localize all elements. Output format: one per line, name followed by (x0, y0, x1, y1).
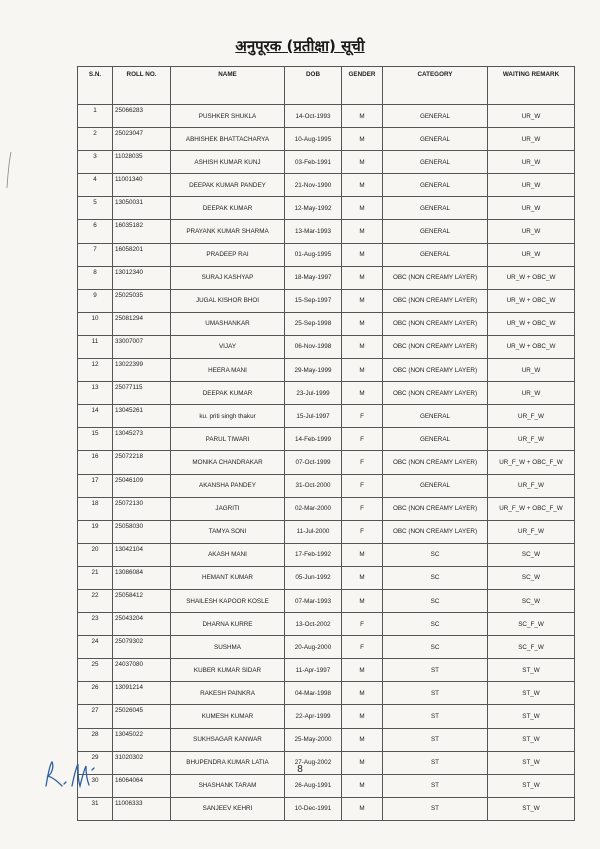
cell-sn: 13 (78, 382, 113, 405)
cell-dob: 05-Jun-1992 (285, 566, 342, 589)
cell-category: GENERAL (383, 428, 488, 451)
table-row (78, 197, 575, 220)
cell-roll-no: 31020302 (113, 751, 171, 774)
cell-category: OBC (NON CREAMY LAYER) (383, 359, 488, 382)
cell-gender: M (342, 289, 383, 312)
cell-roll-no: 25023047 (113, 128, 171, 151)
table-body (78, 105, 575, 821)
table-row (78, 220, 575, 243)
cell-gender: M (342, 128, 383, 151)
cell-dob: 31-Oct-2000 (285, 474, 342, 497)
cell-category: SC (383, 613, 488, 636)
cell-sn: 10 (78, 312, 113, 335)
cell-category: SC (383, 636, 488, 659)
table-row (78, 797, 575, 820)
cell-waiting-remark: UR_W (488, 105, 575, 128)
table-header-row (78, 67, 575, 105)
cell-roll-no: 25058030 (113, 520, 171, 543)
cell-dob: 07-Oct-1999 (285, 451, 342, 474)
cell-gender: M (342, 774, 383, 797)
cell-category: OBC (NON CREAMY LAYER) (383, 312, 488, 335)
cell-waiting-remark: UR_W + OBC_W (488, 289, 575, 312)
cell-waiting-remark: SC_F_W (488, 636, 575, 659)
cell-roll-no: 25072218 (113, 451, 171, 474)
cell-roll-no: 16035182 (113, 220, 171, 243)
cell-category: OBC (NON CREAMY LAYER) (383, 497, 488, 520)
cell-dob: 18-May-1997 (285, 266, 342, 289)
cell-roll-no: 25072130 (113, 497, 171, 520)
cell-waiting-remark: ST_W (488, 682, 575, 705)
cell-name: RAKESH PAINKRA (171, 682, 285, 705)
cell-name: DHARNA KURRE (171, 613, 285, 636)
cell-dob: 02-Mar-2000 (285, 497, 342, 520)
cell-roll-no: 11028035 (113, 151, 171, 174)
table-row (78, 312, 575, 335)
page-title: अनुपूरक (प्रतीक्षा) सूची (235, 37, 365, 55)
cell-category: GENERAL (383, 474, 488, 497)
cell-gender: M (342, 566, 383, 589)
cell-sn: 21 (78, 566, 113, 589)
cell-gender: F (342, 405, 383, 428)
table-row (78, 774, 575, 797)
cell-dob: 21-Nov-1990 (285, 174, 342, 197)
cell-name: VIJAY (171, 335, 285, 358)
cell-roll-no: 11006333 (113, 797, 171, 820)
cell-dob: 26-Aug-1991 (285, 774, 342, 797)
cell-dob: 04-Mar-1998 (285, 682, 342, 705)
cell-waiting-remark: UR_W (488, 128, 575, 151)
cell-dob: 20-Aug-2000 (285, 636, 342, 659)
cell-category: ST (383, 705, 488, 728)
cell-sn: 11 (78, 335, 113, 358)
cell-waiting-remark: UR_F_W (488, 405, 575, 428)
cell-roll-no: 13042104 (113, 543, 171, 566)
cell-gender: M (342, 174, 383, 197)
table-row (78, 289, 575, 312)
cell-sn: 1 (78, 105, 113, 128)
table-row (78, 705, 575, 728)
table-row (78, 335, 575, 358)
cell-name: JUGAL KISHOR BHOI (171, 289, 285, 312)
cell-roll-no: 13022399 (113, 359, 171, 382)
cell-waiting-remark: UR_W (488, 197, 575, 220)
cell-sn: 7 (78, 243, 113, 266)
cell-dob: 03-Feb-1991 (285, 151, 342, 174)
cell-sn: 2 (78, 128, 113, 151)
cell-gender: M (342, 197, 383, 220)
cell-name: AKASH MANI (171, 543, 285, 566)
cell-roll-no: 25026045 (113, 705, 171, 728)
cell-gender: M (342, 105, 383, 128)
cell-sn: 4 (78, 174, 113, 197)
cell-category: ST (383, 728, 488, 751)
cell-waiting-remark: UR_W + OBC_W (488, 312, 575, 335)
header-roll-no: ROLL NO. (113, 67, 171, 105)
table-row (78, 520, 575, 543)
cell-name: DEEPAK KUMAR (171, 197, 285, 220)
cell-gender: M (342, 751, 383, 774)
cell-name: HEERA MANI (171, 359, 285, 382)
cell-category: GENERAL (383, 243, 488, 266)
cell-sn: 12 (78, 359, 113, 382)
cell-name: MONIKA CHANDRAKAR (171, 451, 285, 474)
table-row (78, 589, 575, 612)
cell-waiting-remark: UR_W (488, 220, 575, 243)
cell-dob: 15-Jul-1997 (285, 405, 342, 428)
cell-name: AKANSHA PANDEY (171, 474, 285, 497)
cell-category: GENERAL (383, 405, 488, 428)
cell-category: ST (383, 774, 488, 797)
cell-dob: 07-Mar-1993 (285, 589, 342, 612)
cell-dob: 25-Sep-1998 (285, 312, 342, 335)
cell-roll-no: 25081294 (113, 312, 171, 335)
cell-sn: 22 (78, 589, 113, 612)
cell-roll-no: 25066283 (113, 105, 171, 128)
cell-gender: M (342, 659, 383, 682)
table-row (78, 682, 575, 705)
cell-category: ST (383, 797, 488, 820)
table-row (78, 428, 575, 451)
cell-gender: F (342, 613, 383, 636)
cell-dob: 10-Aug-1995 (285, 128, 342, 151)
cell-name: DEEPAK KUMAR (171, 382, 285, 405)
table-row (78, 151, 575, 174)
cell-gender: M (342, 220, 383, 243)
cell-waiting-remark: ST_W (488, 751, 575, 774)
cell-waiting-remark: SC_W (488, 543, 575, 566)
cell-category: OBC (NON CREAMY LAYER) (383, 335, 488, 358)
cell-category: OBC (NON CREAMY LAYER) (383, 382, 488, 405)
table-row (78, 382, 575, 405)
table-row (78, 566, 575, 589)
cell-roll-no: 11001340 (113, 174, 171, 197)
table-row (78, 474, 575, 497)
header-name: NAME (171, 67, 285, 105)
cell-dob: 14-Feb-1999 (285, 428, 342, 451)
cell-gender: M (342, 243, 383, 266)
cell-name: BHUPENDRA KUMAR LATIA (171, 751, 285, 774)
cell-category: GENERAL (383, 128, 488, 151)
cell-waiting-remark: UR_W + OBC_W (488, 266, 575, 289)
cell-waiting-remark: SC_W (488, 589, 575, 612)
cell-name: ABHISHEK BHATTACHARYA (171, 128, 285, 151)
cell-sn: 31 (78, 797, 113, 820)
cell-waiting-remark: ST_W (488, 659, 575, 682)
cell-roll-no: 25079302 (113, 636, 171, 659)
cell-waiting-remark: UR_W (488, 359, 575, 382)
cell-dob: 13-Mar-1993 (285, 220, 342, 243)
header-waiting-remark: WAITING REMARK (488, 67, 575, 105)
cell-name: PARUL TIWARI (171, 428, 285, 451)
cell-sn: 27 (78, 705, 113, 728)
cell-name: KUMESH KUMAR (171, 705, 285, 728)
cell-roll-no: 25077115 (113, 382, 171, 405)
cell-roll-no: 33007007 (113, 335, 171, 358)
cell-category: OBC (NON CREAMY LAYER) (383, 451, 488, 474)
cell-sn: 3 (78, 151, 113, 174)
header-sn: S.N. (78, 67, 113, 105)
cell-sn: 25 (78, 659, 113, 682)
cell-sn: 28 (78, 728, 113, 751)
table-row (78, 174, 575, 197)
cell-category: ST (383, 659, 488, 682)
cell-gender: F (342, 428, 383, 451)
table-row (78, 266, 575, 289)
table-row (78, 451, 575, 474)
cell-sn: 30 (78, 774, 113, 797)
cell-name: SHASHANK TARAM (171, 774, 285, 797)
cell-sn: 19 (78, 520, 113, 543)
header-dob: DOB (285, 67, 342, 105)
cell-waiting-remark: ST_W (488, 728, 575, 751)
cell-waiting-remark: ST_W (488, 774, 575, 797)
cell-sn: 18 (78, 497, 113, 520)
cell-sn: 17 (78, 474, 113, 497)
table-row (78, 128, 575, 151)
cell-sn: 16 (78, 451, 113, 474)
cell-name: SANJEEV KEHRI (171, 797, 285, 820)
header-gender: GENDER (342, 67, 383, 105)
cell-roll-no: 24037080 (113, 659, 171, 682)
cell-waiting-remark: UR_F_W + OBC_F_W (488, 451, 575, 474)
cell-dob: 15-Sep-1997 (285, 289, 342, 312)
cell-waiting-remark: UR_F_W (488, 520, 575, 543)
cell-gender: M (342, 589, 383, 612)
cell-category: GENERAL (383, 197, 488, 220)
table-row (78, 659, 575, 682)
table-row (78, 636, 575, 659)
cell-gender: M (342, 705, 383, 728)
cell-dob: 14-Oct-1993 (285, 105, 342, 128)
table-row (78, 359, 575, 382)
cell-category: SC (383, 589, 488, 612)
cell-name: PUSHKER SHUKLA (171, 105, 285, 128)
cell-waiting-remark: UR_W (488, 151, 575, 174)
cell-gender: M (342, 335, 383, 358)
cell-name: ku. priti singh thakur (171, 405, 285, 428)
cell-category: OBC (NON CREAMY LAYER) (383, 266, 488, 289)
cell-sn: 26 (78, 682, 113, 705)
cell-dob: 23-Jul-1999 (285, 382, 342, 405)
cell-name: PRADEEP RAI (171, 243, 285, 266)
table-row (78, 243, 575, 266)
cell-waiting-remark: ST_W (488, 797, 575, 820)
cell-roll-no: 25058412 (113, 589, 171, 612)
cell-category: OBC (NON CREAMY LAYER) (383, 520, 488, 543)
cell-dob: 17-Feb-1992 (285, 543, 342, 566)
cell-dob: 10-Dec-1991 (285, 797, 342, 820)
cell-waiting-remark: UR_W (488, 382, 575, 405)
cell-sn: 20 (78, 543, 113, 566)
cell-name: TAMYA SONI (171, 520, 285, 543)
cell-waiting-remark: UR_F_W + OBC_F_W (488, 497, 575, 520)
cell-dob: 27-Aug-2002 (285, 751, 342, 774)
cell-gender: M (342, 382, 383, 405)
cell-roll-no: 13045273 (113, 428, 171, 451)
cell-dob: 01-Aug-1995 (285, 243, 342, 266)
header-category: CATEGORY (383, 67, 488, 105)
cell-name: HEMANT KUMAR (171, 566, 285, 589)
cell-dob: 11-Jul-2000 (285, 520, 342, 543)
cell-sn: 6 (78, 220, 113, 243)
cell-gender: M (342, 797, 383, 820)
cell-gender: F (342, 520, 383, 543)
cell-gender: M (342, 543, 383, 566)
cell-category: ST (383, 682, 488, 705)
cell-category: SC (383, 566, 488, 589)
table-row (78, 613, 575, 636)
cell-roll-no: 13091214 (113, 682, 171, 705)
cell-gender: M (342, 682, 383, 705)
cell-category: SC (383, 543, 488, 566)
cell-waiting-remark: UR_W + OBC_W (488, 335, 575, 358)
table-row (78, 405, 575, 428)
cell-gender: M (342, 151, 383, 174)
cell-name: DEEPAK KUMAR PANDEY (171, 174, 285, 197)
table-row (78, 543, 575, 566)
cell-name: KUBER KUMAR SIDAR (171, 659, 285, 682)
cell-roll-no: 25025035 (113, 289, 171, 312)
cell-roll-no: 13045261 (113, 405, 171, 428)
table-row (78, 105, 575, 128)
cell-gender: M (342, 359, 383, 382)
cell-name: JAGRITI (171, 497, 285, 520)
cell-category: ST (383, 751, 488, 774)
cell-gender: M (342, 312, 383, 335)
cell-waiting-remark: UR_F_W (488, 428, 575, 451)
cell-category: GENERAL (383, 220, 488, 243)
cell-roll-no: 13012340 (113, 266, 171, 289)
cell-sn: 15 (78, 428, 113, 451)
cell-roll-no: 13045022 (113, 728, 171, 751)
margin-mark (5, 150, 13, 190)
cell-dob: 25-May-2000 (285, 728, 342, 751)
cell-dob: 13-Oct-2002 (285, 613, 342, 636)
table-row (78, 497, 575, 520)
cell-dob: 06-Nov-1998 (285, 335, 342, 358)
page-number: 8 (297, 764, 303, 775)
cell-waiting-remark: UR_W (488, 174, 575, 197)
cell-name: SURAJ KASHYAP (171, 266, 285, 289)
cell-waiting-remark: ST_W (488, 705, 575, 728)
cell-gender: F (342, 636, 383, 659)
cell-dob: 29-May-1999 (285, 359, 342, 382)
cell-sn: 14 (78, 405, 113, 428)
cell-waiting-remark: UR_W (488, 243, 575, 266)
cell-dob: 12-May-1992 (285, 197, 342, 220)
table-row (78, 728, 575, 751)
cell-gender: F (342, 474, 383, 497)
cell-name: UMASHANKAR (171, 312, 285, 335)
cell-name: SHAILESH KAPOOR KOSLE (171, 589, 285, 612)
cell-dob: 22-Apr-1999 (285, 705, 342, 728)
cell-waiting-remark: UR_F_W (488, 474, 575, 497)
cell-category: GENERAL (383, 151, 488, 174)
cell-sn: 24 (78, 636, 113, 659)
cell-sn: 5 (78, 197, 113, 220)
cell-roll-no: 13086084 (113, 566, 171, 589)
cell-sn: 23 (78, 613, 113, 636)
signature (40, 756, 110, 792)
cell-waiting-remark: SC_F_W (488, 613, 575, 636)
cell-gender: M (342, 728, 383, 751)
cell-sn: 29 (78, 751, 113, 774)
cell-dob: 11-Apr-1997 (285, 659, 342, 682)
cell-roll-no: 25043204 (113, 613, 171, 636)
cell-gender: M (342, 266, 383, 289)
cell-gender: F (342, 451, 383, 474)
cell-category: OBC (NON CREAMY LAYER) (383, 289, 488, 312)
cell-gender: F (342, 497, 383, 520)
cell-category: GENERAL (383, 105, 488, 128)
cell-name: PRAYANK KUMAR SHARMA (171, 220, 285, 243)
cell-roll-no: 13050031 (113, 197, 171, 220)
cell-name: SUKHSAGAR KANWAR (171, 728, 285, 751)
cell-roll-no: 16058201 (113, 243, 171, 266)
waiting-list-table (77, 66, 575, 821)
cell-sn: 8 (78, 266, 113, 289)
cell-sn: 9 (78, 289, 113, 312)
cell-waiting-remark: SC_W (488, 566, 575, 589)
cell-roll-no: 25046109 (113, 474, 171, 497)
cell-name: SUSHMA (171, 636, 285, 659)
cell-category: GENERAL (383, 174, 488, 197)
cell-name: ASHISH KUMAR KUNJ (171, 151, 285, 174)
cell-roll-no: 16064064 (113, 774, 171, 797)
